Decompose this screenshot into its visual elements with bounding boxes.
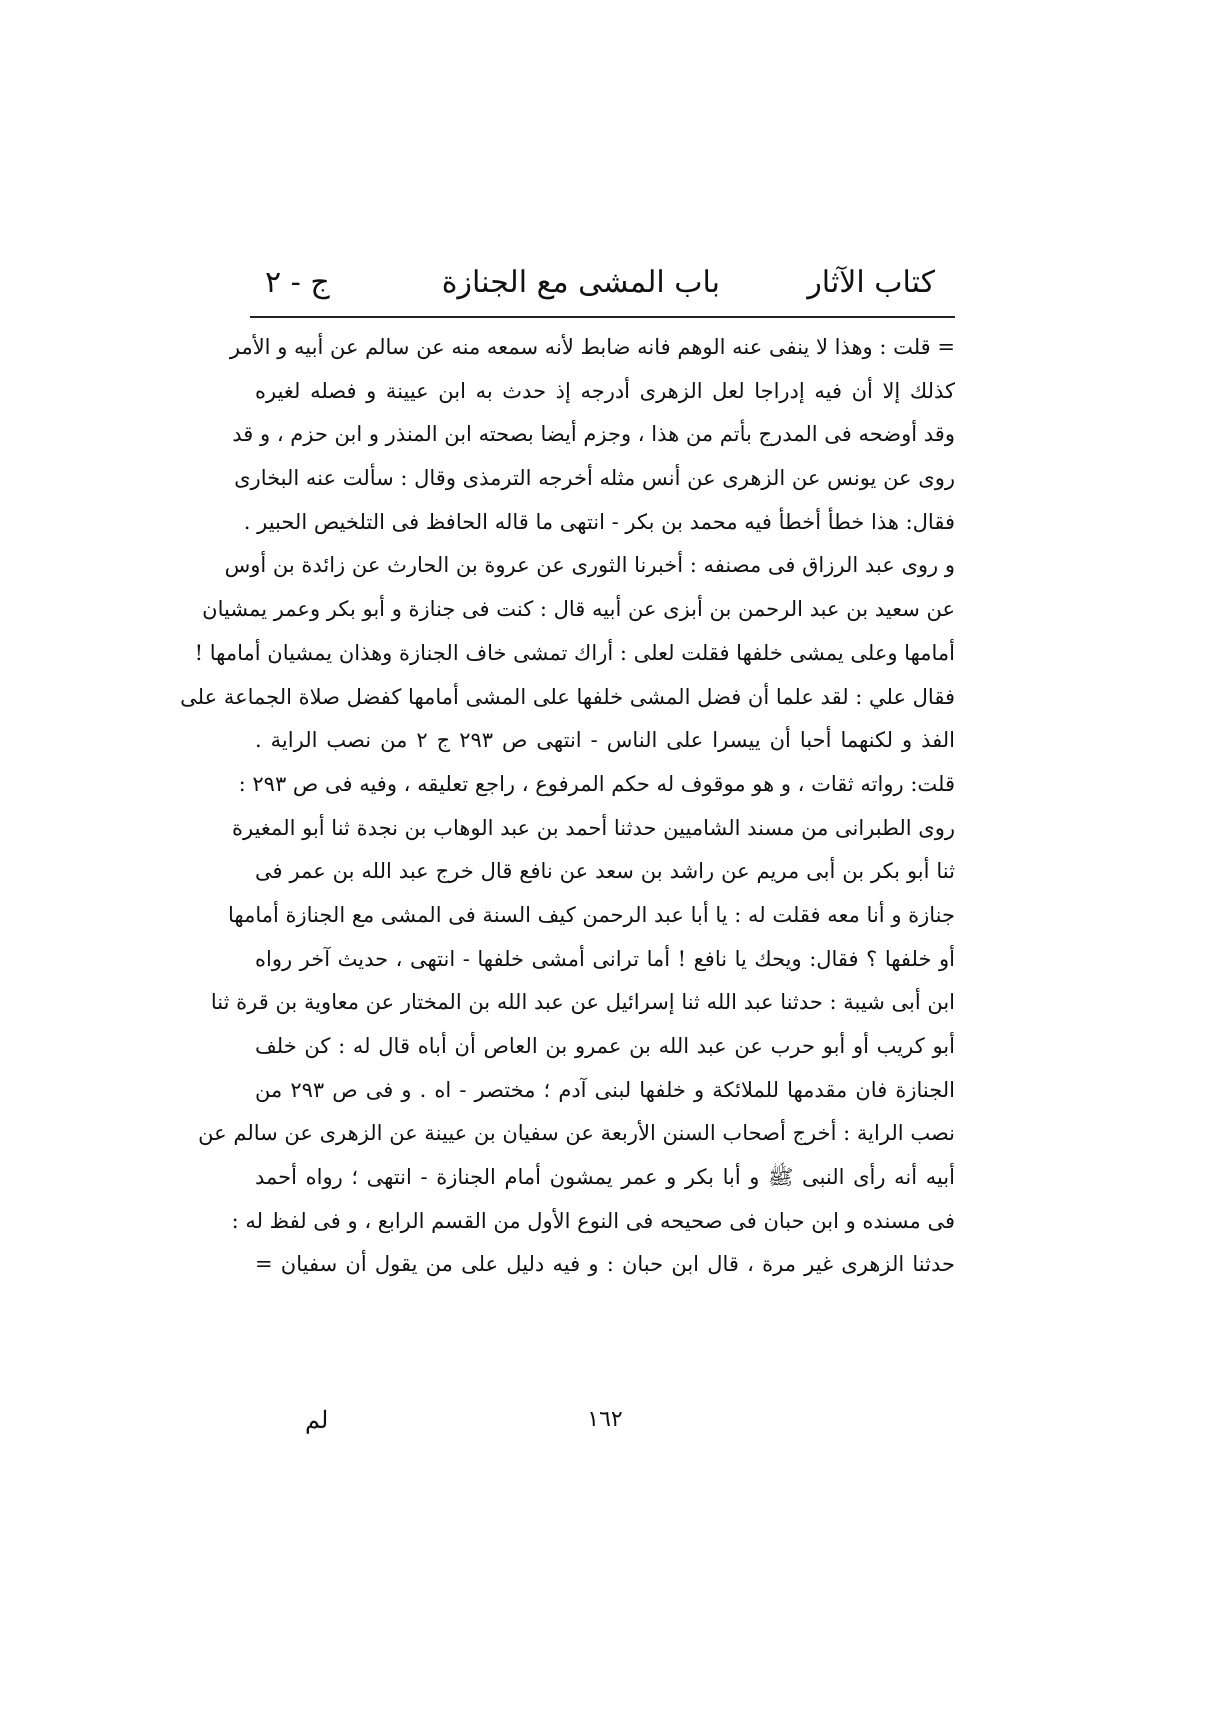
- page-footer: [255, 1395, 955, 1445]
- text-line: حدثنا الزهرى غير مرة ، قال ابن حبان : و فيه دليل على من يقول أن سفيان =: [255, 1252, 955, 1277]
- text-line: أبو كريب أو أبو حرب عن عبد الله بن عمرو بن العاص أن أباه قال له : كن خلف: [255, 1034, 955, 1058]
- text-line: ثنا أبو بكر بن أبى مريم عن راشد بن سعد عن نافع قال خرج عبد الله بن عمر فى: [255, 859, 955, 884]
- text-line: فقال علي : لقد علما أن فضل المشى خلفها على المشى أمامها كفضل صلاة الجماعة على: [180, 684, 955, 709]
- text-line: نصب الراية : أخرج أصحاب السنن الأربعة عن سفيان بن عيينة عن الزهرى عن سالم عن: [198, 1121, 955, 1146]
- text-line: عن سعيد بن عبد الرحمن بن أبزى عن أبيه قال : كنت فى جنازة و أبو بكر وعمر يمشيان: [202, 597, 955, 622]
- text-line: فقال: هذا خطأ أخطأ فيه محمد بن بكر - انتهى ما قاله الحافظ فى التلخيص الحبير .: [243, 509, 955, 534]
- text-line: = قلت : وهذا لا ينفى عنه الوهم فانه ضابط لأنه سمعه منه عن سالم عن أبيه و الأمر: [229, 335, 955, 359]
- header-rule: [250, 316, 955, 318]
- running-header: [255, 258, 955, 308]
- text-line: الفذ و لكنهما أحبا أن ييسرا على الناس - انتهى ص ٢٩٣ ج ٢ من نصب الراية .: [255, 728, 956, 753]
- text-line: أمامها وعلى يمشى خلفها فقلت لعلى : أراك تمشى خاف الجنازة وهذان يمشيان أمامها !: [194, 640, 955, 665]
- text-line: ابن أبى شيبة : حدثنا عبد الله ثنا إسرائيل عن عبد الله بن المختار عن معاوية بن قرة ثنا: [210, 990, 955, 1015]
- text-line: قلت: رواته ثقات ، و هو موقوف له حكم المرفوع ، راجع تعليقه ، وفيه فى ص ٢٩٣ :: [238, 771, 955, 796]
- text-line: و روى عبد الرزاق فى مصنفه : أخبرنا الثورى عن عروة بن الحارث عن زائدة بن أوس: [224, 553, 955, 578]
- book-title: كتاب الآثار: [807, 265, 935, 300]
- chapter-title: باب المشى مع الجنازة: [441, 265, 720, 300]
- text-line: فى مسنده و ابن حبان فى صحيحه فى النوع الأول من القسم الرابع ، و فى لفظ له :: [231, 1208, 955, 1233]
- text-line: أبيه أنه رأى النبى ﷺ و أبا بكر و عمر يمشون أمام الجنازة - انتهى ؛ رواه أحمد: [255, 1165, 955, 1190]
- text-line: وقد أوضحه فى المدرج بأتم من هذا ، وجزم أيضا بصحته ابن المنذر و ابن حزم ، و قد: [232, 422, 955, 447]
- text-line: روى الطبرانى من مسند الشاميين حدثنا أحمد بن عبد الوهاب بن نجدة ثنا أبو المغيرة: [232, 815, 955, 840]
- body-text: [180, 326, 956, 1287]
- text-line: أو خلفها ؟ فقال: ويحك يا نافع ! أما ترانى أمشى خلفها - انتهى ، حديث آخر رواه: [255, 946, 955, 971]
- text-line: الجنازة فان مقدمها للملائكة و خلفها لبنى آدم ؛ مختصر - اه . و فى ص ٢٩٣ من: [255, 1077, 956, 1102]
- text-line: جنازة و أنا معه فقلت له : يا أبا عبد الرحمن كيف السنة فى المشى مع الجنازة أمامها: [228, 902, 955, 927]
- text-line: كذلك إلا أن فيه إدراجا لعل الزهرى أدرجه إذ حدث به ابن عيينة و فصله لغيره: [255, 378, 955, 403]
- page-number: ١٦٢: [587, 1407, 623, 1432]
- volume-label: ج - ٢: [265, 265, 330, 300]
- catchword: لم: [305, 1406, 329, 1434]
- text-line: روى عن يونس عن الزهرى عن أنس مثله أخرجه الترمذى وقال : سألت عنه البخارى: [234, 466, 955, 491]
